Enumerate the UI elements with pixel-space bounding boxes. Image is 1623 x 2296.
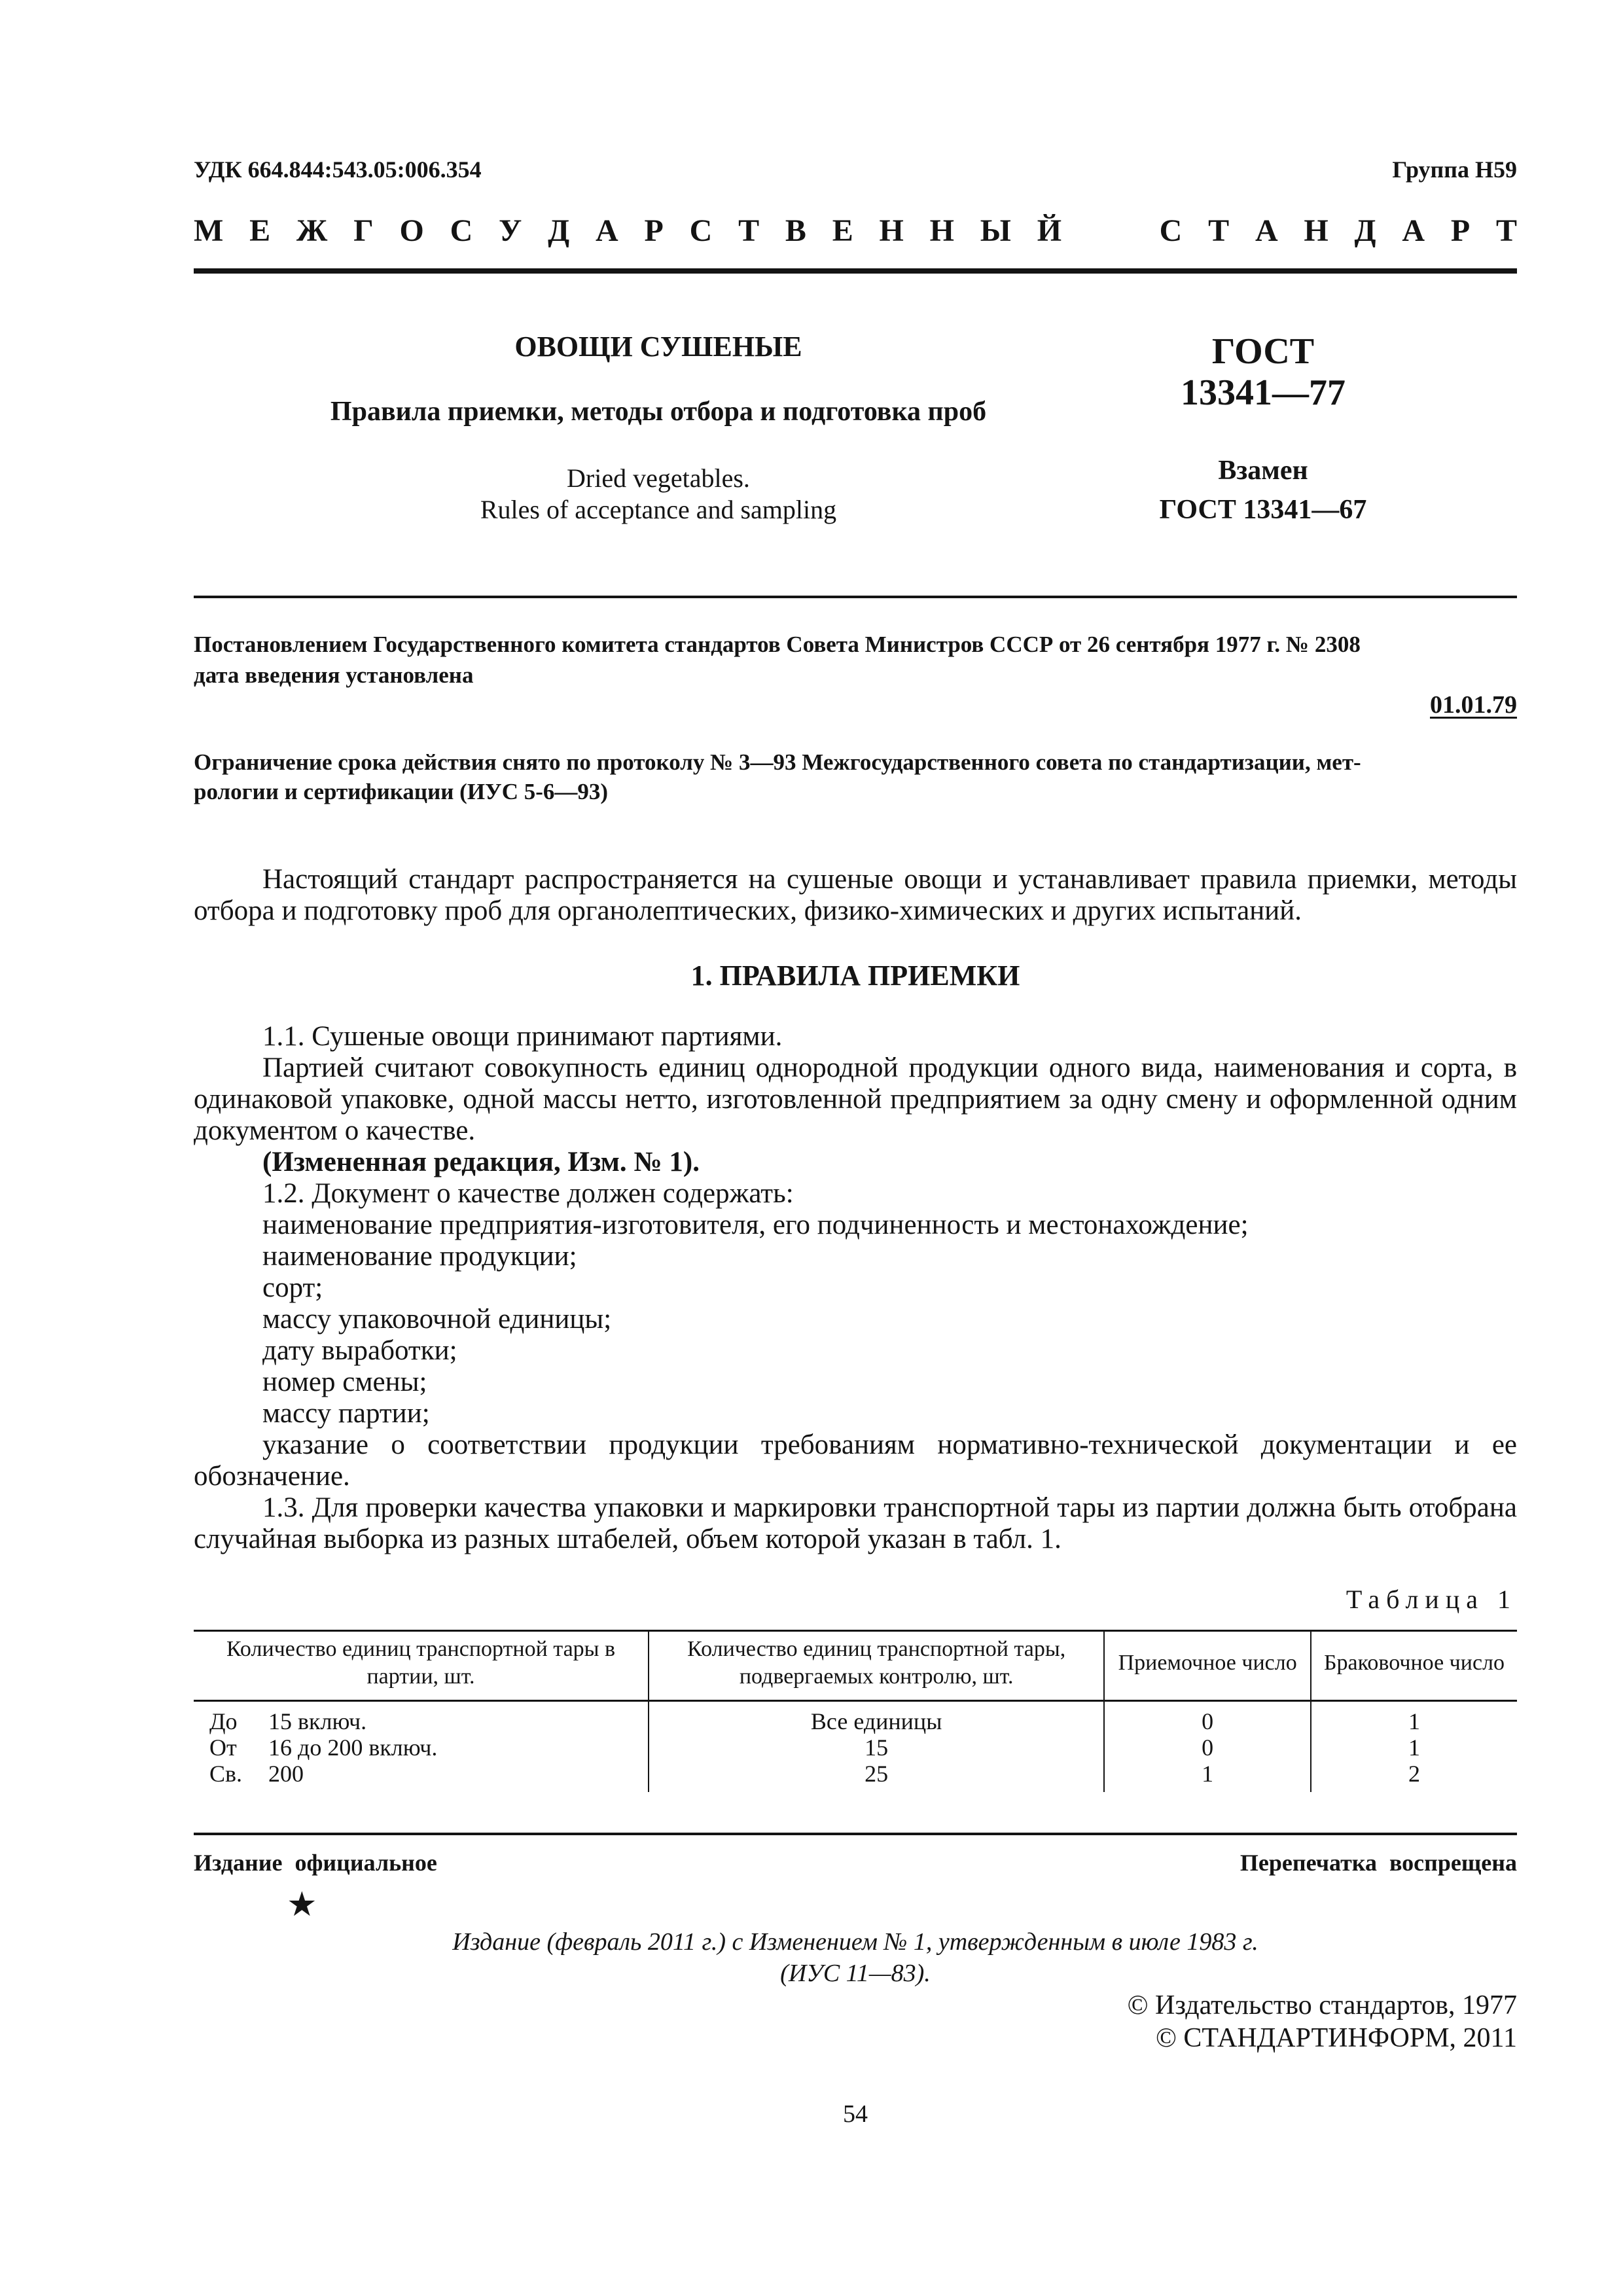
copyright-2011: © СТАНДАРТИНФОРМ, 2011 <box>1156 2023 1517 2053</box>
banner-letter: У <box>499 213 522 248</box>
control-count-cell: 15 <box>649 1734 1104 1761</box>
intro-paragraph: Настоящий стандарт распространяется на сушеные овощи и устанавливает правила приемки, методы отбора и подготовку проб для органолептических, физико-химических и других испытаний. <box>194 864 1517 926</box>
list-item: массу партии; <box>262 1398 430 1429</box>
udk-code: УДК 664.844:543.05:006.354 <box>194 156 482 183</box>
replaces-number: ГОСТ 13341—67 <box>1159 495 1367 525</box>
banner-letter: Т <box>738 213 760 248</box>
banner-gap <box>1088 213 1133 249</box>
banner-letter: Р <box>644 213 664 248</box>
banner-letter: С <box>689 213 713 248</box>
group-code: Группа Н59 <box>1392 156 1517 183</box>
banner-letter: С <box>1159 213 1183 248</box>
replaces-label: Взамен <box>1218 456 1308 486</box>
amended-note: (Измененная редакция, Изм. № 1). <box>262 1147 700 1177</box>
list-item: наименование предприятия-изготовителя, его подчиненность и местонахождение; <box>262 1210 1249 1240</box>
gost-label: ГОСТ <box>1211 331 1315 372</box>
banner-letter: Д <box>548 213 570 248</box>
banner-letter: А <box>1255 213 1278 248</box>
title-ru: ОВОЩИ СУШЕНЫЕ <box>514 331 802 363</box>
control-count-cell: 25 <box>649 1761 1104 1792</box>
standard-banner <box>194 213 1517 249</box>
subtitle-ru: Правила приемки, методы отбора и подготовка проб <box>330 397 987 427</box>
banner-letter: Т <box>1495 213 1517 248</box>
lot-size-cell: От 16 до 200 включ. <box>209 1734 438 1761</box>
table-row <box>194 1701 1517 1735</box>
table-header-cell: Количество единиц транспортной тары, подвергаемых контролю, шт. <box>649 1631 1104 1701</box>
gost-number: 13341—77 <box>1181 372 1346 413</box>
banner-letter: Д <box>1354 213 1376 248</box>
banner-letter: М <box>194 213 224 248</box>
introduction-date-label: дата введения установлена <box>194 662 474 688</box>
list-item: номер смены; <box>262 1367 427 1397</box>
banner-letter: Н <box>1304 213 1329 248</box>
star-icon: ★ <box>287 1886 317 1924</box>
banner-letter: Р <box>1450 213 1471 248</box>
no-reprint: Перепечатка воспрещена <box>1240 1850 1517 1876</box>
limit-note-line1: Ограничение срока действия снято по протоколу № 3—93 Межгосударственного совета по стандартизации, мет- <box>194 749 1361 775</box>
table-header-cell: Браковочное число <box>1311 1631 1517 1701</box>
banner-letter: Й <box>1037 213 1062 248</box>
clause-1-3: 1.3. Для проверки качества упаковки и маркировки транспортной тары из партии должна быть отобрана случайная выборка из разных штабелей, объем которой указан в табл. 1. <box>194 1492 1517 1554</box>
list-item: наименование продукции; <box>262 1241 577 1272</box>
table-row <box>194 1761 1517 1792</box>
banner-letter: Ы <box>980 213 1011 248</box>
clause-1-1: 1.1. Сушеные овощи принимают партиями. <box>262 1021 783 1052</box>
table-row <box>194 1734 1517 1761</box>
clause-1-1-text: Партией считают совокупность единиц однородной продукции одного вида, наименования и сорта, в одинаковой упаковке, одной массы нетто, изготовленной предприятием за одну смену и оформленной одним документом о качестве. <box>194 1052 1517 1146</box>
list-item: дату выработки; <box>262 1335 457 1366</box>
clause-1-2: 1.2. Документ о качестве должен содержать: <box>262 1178 794 1209</box>
title-rule <box>194 596 1517 598</box>
banner-letter: Е <box>832 213 853 248</box>
acceptance-number-cell: 0 <box>1104 1701 1311 1735</box>
edition-note-line1: Издание (февраль 2011 г.) с Изменением № 1, утвержденным в июле 1983 г. <box>452 1928 1258 1956</box>
table-caption: Таблица 1 <box>1346 1585 1517 1614</box>
footer-rule <box>194 1833 1517 1835</box>
rejection-number-cell: 2 <box>1311 1761 1517 1792</box>
banner-letter: Г <box>353 213 374 248</box>
limit-note-line2: рологии и сертификации (ИУС 5-6—93) <box>194 779 609 804</box>
banner-letter: О <box>399 213 424 248</box>
acceptance-number-cell: 1 <box>1104 1761 1311 1792</box>
rejection-number-cell: 1 <box>1311 1734 1517 1761</box>
list-item: сорт; <box>262 1272 323 1303</box>
banner-letter: А <box>1402 213 1425 248</box>
introduction-date: 01.01.79 <box>1430 691 1517 719</box>
banner-letter: Н <box>879 213 904 248</box>
subtitle-en: Rules of acceptance and sampling <box>480 495 837 524</box>
table-header-cell: Количество единиц транспортной тары в партии, шт. <box>194 1631 649 1701</box>
official-edition: Издание официальное <box>194 1850 437 1876</box>
control-count-cell: Все единицы <box>649 1701 1104 1735</box>
acceptance-number-cell: 0 <box>1104 1734 1311 1761</box>
section-title: 1. ПРАВИЛА ПРИЕМКИ <box>690 960 1020 992</box>
lot-size-cell: До 15 включ. <box>209 1708 367 1734</box>
table-header-cell: Приемочное число <box>1104 1631 1311 1701</box>
acceptance-table <box>194 1630 1517 1792</box>
banner-letter: С <box>450 213 473 248</box>
list-item-last: указание о соответствии продукции требованиям нормативно-технической документации и ее обозначение. <box>194 1429 1517 1492</box>
lot-size-cell: Св. 200 <box>209 1761 304 1787</box>
banner-letter: А <box>596 213 618 248</box>
banner-letter: Н <box>929 213 954 248</box>
header-rule <box>194 268 1517 274</box>
edition-note-line2: (ИУС 11—83). <box>780 1960 931 1987</box>
banner-letter: Е <box>249 213 271 248</box>
rejection-number-cell: 1 <box>1311 1701 1517 1735</box>
copyright-1977: © Издательство стандартов, 1977 <box>1127 1990 1517 2020</box>
banner-letter: В <box>785 213 806 248</box>
decree-line: Постановлением Государственного комитета стандартов Совета Министров СССР от 26 сентября 1977 г. № 2308 <box>194 632 1361 657</box>
banner-letter: Т <box>1208 213 1230 248</box>
banner-letter: Ж <box>296 213 328 248</box>
list-item: массу упаковочной единицы; <box>262 1304 612 1335</box>
page-number: 54 <box>843 2100 868 2128</box>
section1-body <box>194 1021 1517 1555</box>
title-en: Dried vegetables. <box>567 463 750 493</box>
